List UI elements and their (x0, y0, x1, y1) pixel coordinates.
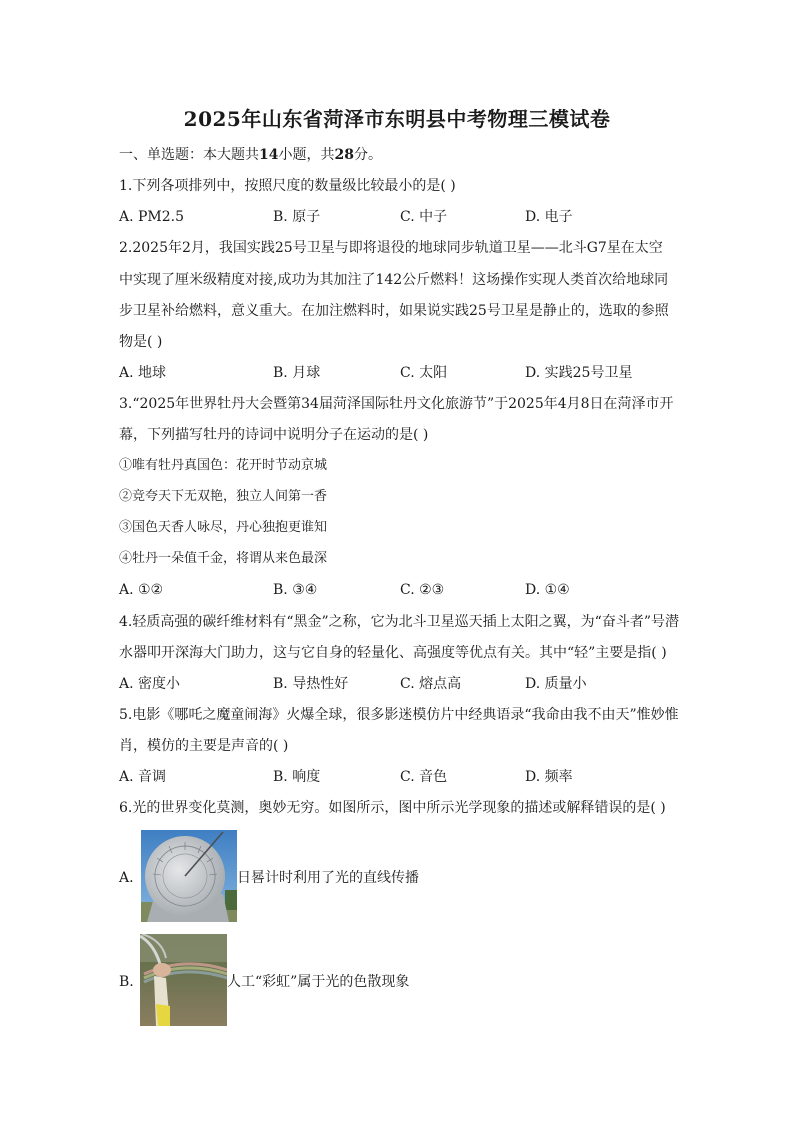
q6-option-a-text: 日晷计时利用了光的直线传播 (237, 870, 419, 886)
q3-option-d[interactable]: D. ①④ (525, 582, 570, 598)
q6-option-b-label[interactable]: B. (119, 974, 134, 990)
section-heading: 一、单选题：本大题共14小题，共28分。 (119, 147, 382, 163)
q3-option-b[interactable]: B. ③④ (273, 582, 318, 598)
q2-option-b[interactable]: B. 月球 (273, 365, 321, 381)
q2-option-c[interactable]: C. 太阳 (400, 365, 448, 381)
q3-poem-4: ④牡丹一朵值千金，将谓从来色最深 (119, 551, 328, 566)
rainbow-image (140, 934, 227, 1026)
q4-option-c[interactable]: C. 熔点高 (400, 676, 462, 692)
question-4-line-2: 水器叩开深海大门助力，这与它自身的轻量化、高强度等优点有关。其中“轻”主要是指( ) (119, 645, 667, 661)
sundial-photo (141, 830, 237, 922)
q5-option-a[interactable]: A. 音调 (119, 769, 167, 785)
question-3-line-1: 3.“2025年世界牡丹大会暨第34届菏泽国际牡丹文化旅游节”于2025年4月8日在菏泽市开 (119, 396, 674, 412)
question-2-line-1: 2.2025年2月，我国实践25号卫星与即将退役的地球同步轨道卫星——北斗G7星在太空 (119, 240, 663, 256)
question-2-line-3: 步卫星补给燃料，意义重大。在加注燃料时，如果说实践25号卫星是静止的，选取的参照 (119, 303, 669, 319)
q1-option-a[interactable]: A. PM2.5 (119, 209, 185, 225)
q5-option-b[interactable]: B. 响度 (273, 769, 321, 785)
q2-option-a[interactable]: A. 地球 (119, 365, 167, 381)
page-title: 2025年山东省菏泽市东明县中考物理三模试卷 (183, 107, 611, 131)
q3-poem-3: ③国色天香人咏尽，丹心独抱更谁知 (119, 520, 328, 535)
question-1-text: 1.下列各项排列中，按照尺度的数量级比较最小的是( ) (119, 178, 456, 194)
question-4-line-1: 4.轻质高强的碳纤维材料有“黑金”之称，它为北斗卫星巡天插上太阳之翼，为“奋斗者”号潜 (119, 614, 679, 630)
question-5-line-1: 5.电影《哪吒之魔童闹海》火爆全球，很多影迷模仿片中经典语录“我命由我不由天”惟妙惟 (119, 707, 679, 723)
q6-option-a-label[interactable]: A. (119, 870, 134, 886)
q4-option-d[interactable]: D. 质量小 (525, 676, 587, 692)
question-6-text: 6.光的世界变化莫测，奥妙无穷。如图所示，图中所示光学现象的描述或解释错误的是( ) (119, 800, 666, 816)
q1-option-b[interactable]: B. 原子 (273, 209, 321, 225)
sundial-image (141, 830, 237, 922)
q2-option-d[interactable]: D. 实践25号卫星 (525, 365, 633, 381)
q3-option-c[interactable]: C. ②③ (400, 582, 445, 598)
question-3-line-2: 幕，下列描写牡丹的诗词中说明分子在运动的是( ) (119, 427, 429, 443)
question-2-line-4: 物是( ) (119, 334, 163, 350)
q4-option-a[interactable]: A. 密度小 (119, 676, 181, 692)
q4-option-b[interactable]: B. 导热性好 (273, 676, 349, 692)
q3-option-a[interactable]: A. ①② (119, 582, 164, 598)
q3-poem-1: ①唯有牡丹真国色：花开时节动京城 (119, 458, 328, 473)
question-5-line-2: 肖，模仿的主要是声音的( ) (119, 738, 289, 754)
q6-option-b-text: 人工“彩虹”属于光的色散现象 (227, 974, 410, 990)
q5-option-d[interactable]: D. 频率 (525, 769, 573, 785)
q3-poem-2: ②竞夸天下无双艳，独立人间第一香 (119, 489, 328, 504)
q1-option-c[interactable]: C. 中子 (400, 209, 448, 225)
rainbow-photo (140, 934, 227, 1026)
q5-option-c[interactable]: C. 音色 (400, 769, 448, 785)
question-2-line-2: 中实现了厘米级精度对接,成功为其加注了142公斤燃料！这场操作实现人类首次给地球同 (119, 272, 669, 288)
q1-option-d[interactable]: D. 电子 (525, 209, 573, 225)
